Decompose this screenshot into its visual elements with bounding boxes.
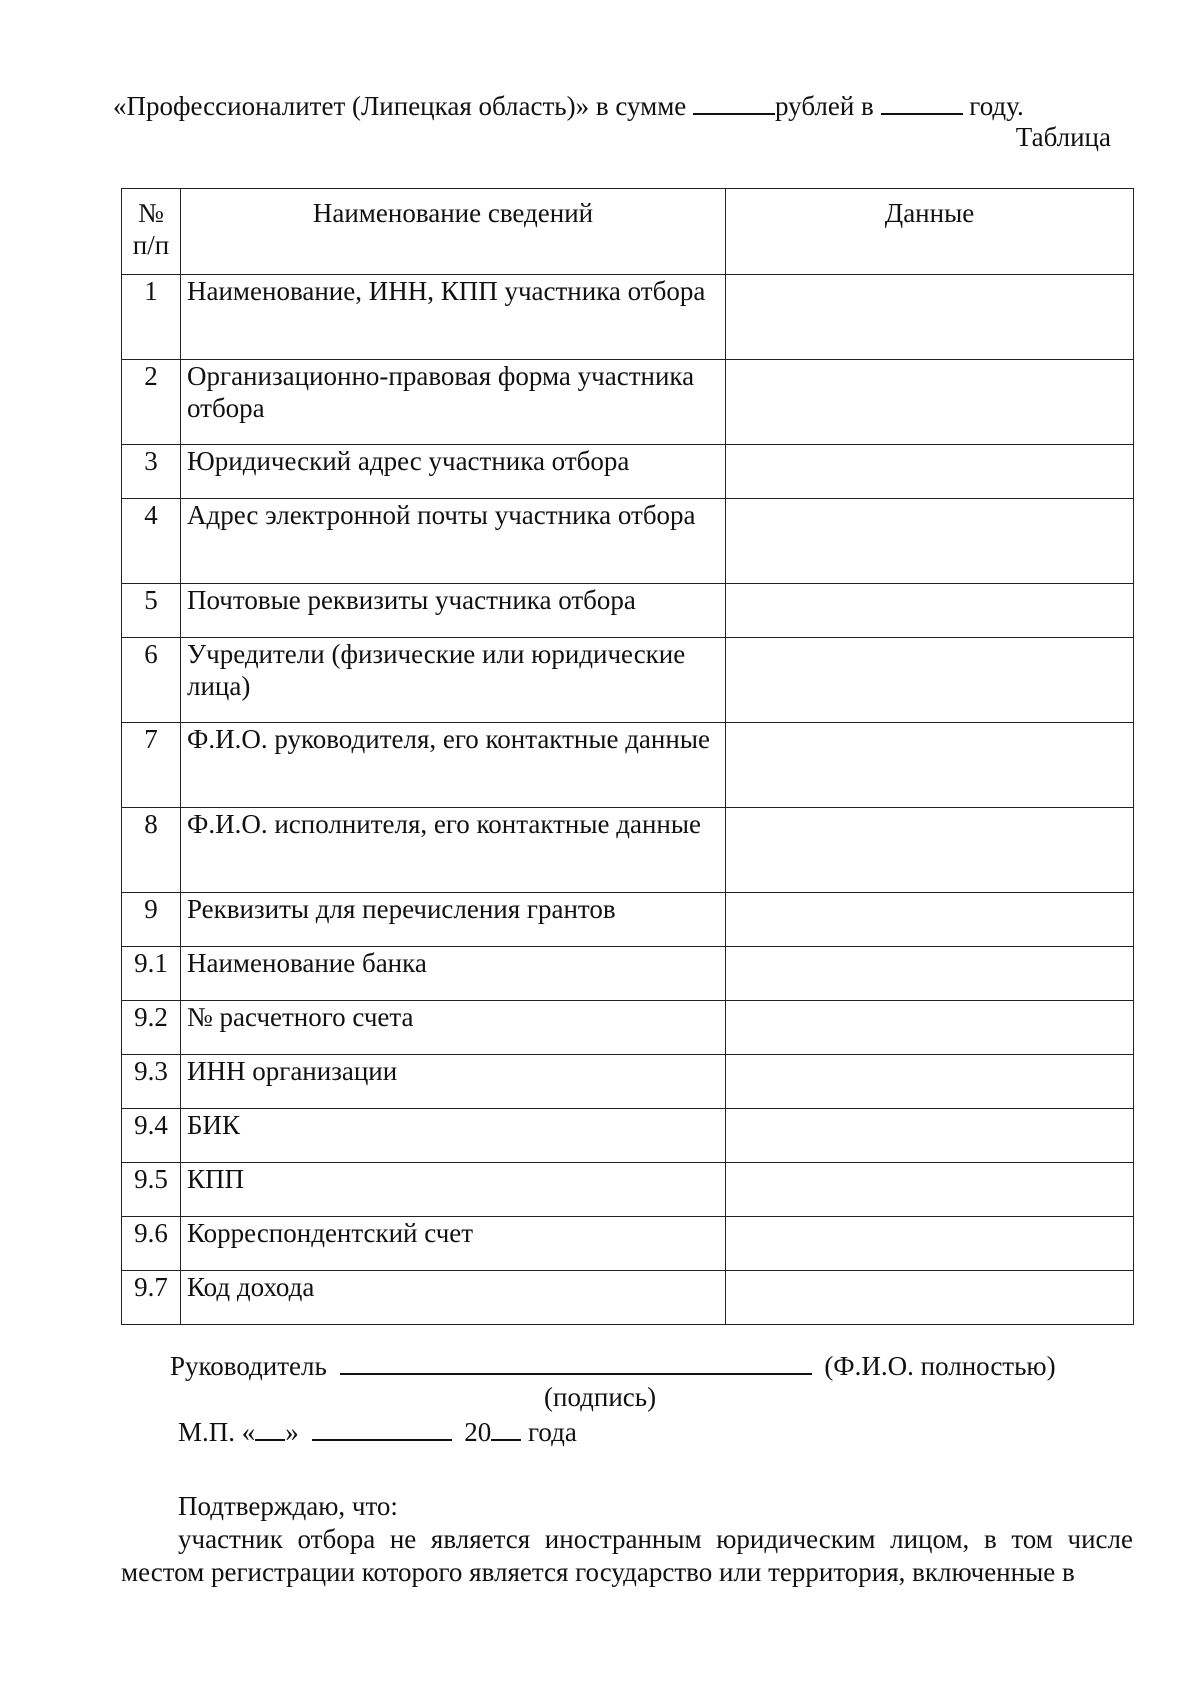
table-row <box>122 1163 1134 1217</box>
row-value-cell[interactable] <box>726 947 1134 1001</box>
header-name: Наименование сведений <box>181 189 726 275</box>
row-name: БИК <box>181 1109 726 1163</box>
row-num: 7 <box>122 723 181 808</box>
table-row <box>122 1271 1134 1325</box>
table-row <box>122 360 1134 445</box>
row-name: Наименование банка <box>181 947 726 1001</box>
row-num: 9.6 <box>122 1217 181 1271</box>
row-value-cell[interactable] <box>726 1163 1134 1217</box>
row-value-cell[interactable] <box>726 1109 1134 1163</box>
row-num: 9.5 <box>122 1163 181 1217</box>
row-name: ИНН организации <box>181 1055 726 1109</box>
amount-blank[interactable] <box>693 91 775 115</box>
table-row <box>122 1217 1134 1271</box>
row-name: Учредители (физические или юридические лица) <box>181 638 726 723</box>
table-row <box>122 1001 1134 1055</box>
signature-hint: (подпись) <box>544 1382 657 1412</box>
table-row <box>122 584 1134 638</box>
row-num: 9 <box>122 893 181 947</box>
row-name: Организационно-правовая форма участника отбора <box>181 360 726 445</box>
header-num: № п/п <box>122 189 181 275</box>
row-name: Почтовые реквизиты участника отбора <box>181 584 726 638</box>
row-name: Адрес электронной почты участника отбора <box>181 499 726 584</box>
row-num: 1 <box>122 275 181 360</box>
row-name: Юридический адрес участника отбора <box>181 445 726 499</box>
table-row <box>122 638 1134 723</box>
table-row <box>122 1055 1134 1109</box>
header-text-after: году. <box>969 91 1024 121</box>
row-value-cell[interactable] <box>726 445 1134 499</box>
stamp-date-line <box>178 1417 577 1448</box>
row-name: Ф.И.О. руководителя, его контактные данные <box>181 723 726 808</box>
year-digits-blank[interactable] <box>491 1417 521 1441</box>
table-row <box>122 499 1134 584</box>
row-num: 3 <box>122 445 181 499</box>
row-name: Ф.И.О. исполнителя, его контактные данные <box>181 808 726 893</box>
row-value-cell[interactable] <box>726 1001 1134 1055</box>
row-name: № расчетного счета <box>181 1001 726 1055</box>
table-row <box>122 1109 1134 1163</box>
row-num: 8 <box>122 808 181 893</box>
table-caption: Таблица <box>1015 122 1111 152</box>
row-name: Корреспондентский счет <box>181 1217 726 1271</box>
table-row <box>122 723 1134 808</box>
row-name: Реквизиты для перечисления грантов <box>181 893 726 947</box>
table-row <box>122 445 1134 499</box>
row-value-cell[interactable] <box>726 893 1134 947</box>
row-value-cell[interactable] <box>726 584 1134 638</box>
row-name: Код дохода <box>181 1271 726 1325</box>
row-name: КПП <box>181 1163 726 1217</box>
header-text-middle: рублей в <box>775 91 874 121</box>
row-value-cell[interactable] <box>726 1055 1134 1109</box>
stamp-close: » <box>285 1417 299 1447</box>
header-text-before: «Профессионалитет (Липецкая область)» в сумме <box>113 91 687 121</box>
row-num: 9.7 <box>122 1271 181 1325</box>
day-blank[interactable] <box>255 1417 285 1441</box>
table-row <box>122 947 1134 1001</box>
row-value-cell[interactable] <box>726 808 1134 893</box>
row-num: 9.1 <box>122 947 181 1001</box>
stamp-label: М.П. « <box>178 1417 256 1447</box>
table-header-row <box>122 189 1134 275</box>
row-num: 9.4 <box>122 1109 181 1163</box>
row-value-cell[interactable] <box>726 723 1134 808</box>
row-value-cell[interactable] <box>726 1271 1134 1325</box>
table-row <box>122 808 1134 893</box>
row-num: 9.3 <box>122 1055 181 1109</box>
month-blank[interactable] <box>312 1417 452 1441</box>
row-value-cell[interactable] <box>726 360 1134 445</box>
signature-label: Руководитель <box>170 1351 327 1381</box>
row-value-cell[interactable] <box>726 638 1134 723</box>
info-table <box>121 188 1134 1325</box>
row-value-cell[interactable] <box>726 499 1134 584</box>
header-data: Данные <box>726 189 1134 275</box>
row-num: 4 <box>122 499 181 584</box>
header-line <box>113 91 1024 122</box>
table-row <box>122 893 1134 947</box>
row-num: 5 <box>122 584 181 638</box>
row-num: 9.2 <box>122 1001 181 1055</box>
row-num: 6 <box>122 638 181 723</box>
row-value-cell[interactable] <box>726 1217 1134 1271</box>
row-value-cell[interactable] <box>726 275 1134 360</box>
confirmation-text: участник отбора не является иностранным юридическим лицом, в том числе местом регистрации которого является государство или территория, включенные в <box>121 1524 1133 1587</box>
fio-hint: (Ф.И.О. полностью) <box>824 1351 1056 1381</box>
row-num: 2 <box>122 360 181 445</box>
confirmation-title: Подтверждаю, что: <box>178 1491 398 1521</box>
year-suffix: года <box>528 1417 577 1447</box>
year-blank[interactable] <box>881 91 963 115</box>
table-row <box>122 275 1134 360</box>
row-name: Наименование, ИНН, КПП участника отбора <box>181 275 726 360</box>
year-prefix: 20 <box>464 1417 492 1447</box>
signature-blank[interactable] <box>340 1351 812 1375</box>
signature-line <box>170 1351 1056 1382</box>
